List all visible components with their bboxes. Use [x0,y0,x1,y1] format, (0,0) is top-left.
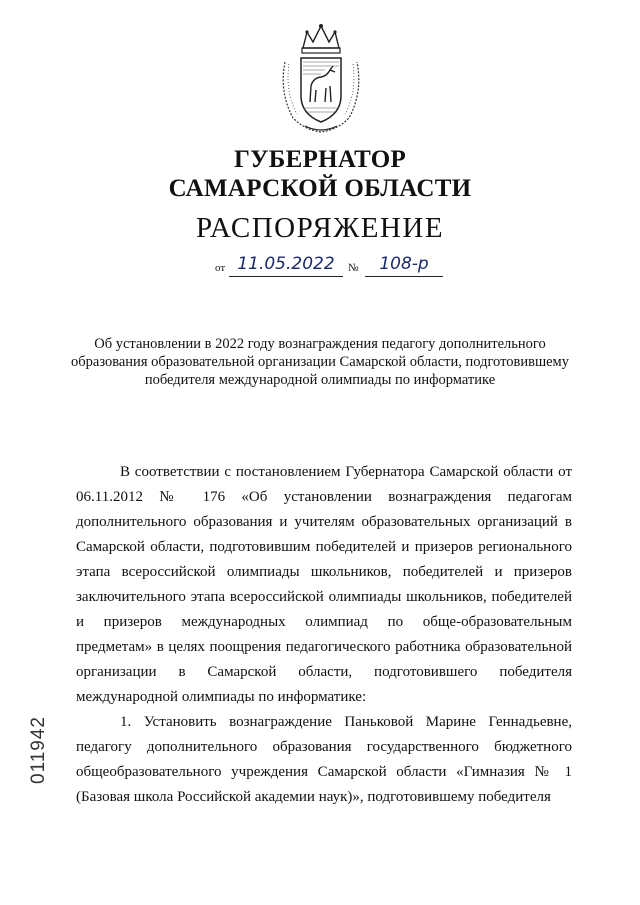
side-serial-number: 011942 [28,716,49,784]
date-number-line [215,254,445,278]
from-label: от [215,262,226,274]
document-body [76,460,572,810]
body-paragraph: В соответствии с постановлением Губернатора Самарской области от 06.11.2012 № 176 «Об установлении вознаграждения педагогам дополнительного образования и учителям образовательных организаций в Самарской области, подготовившим победителей и призеров регионального этапа всероссийской олимпиады школьников, победителей и призеров заключительного этапа всероссийской олимпиады школьников, победителей и призеров международных олимпиад по обще-образовательным предметам» в целях поощрения педагогического работника образовательной организации в Самарской области, подготовившего победителя международной олимпиады по информатике: [76,464,572,705]
coat-of-arms-icon [275,22,367,134]
issuer-title-line1: ГУБЕРНАТОР [233,146,407,173]
number-label: № [348,262,359,274]
document-subject: Об установлении в 2022 году вознаграждения педагогу дополнительного образования образовательной организации Самарской области, подготовившему победителя международной олимпиады по информатике [71,336,569,388]
document-type: РАСПОРЯЖЕНИЕ [195,212,445,244]
document-date: 11.05.2022 [229,254,343,277]
body-paragraph: 1. Установить вознаграждение Паньковой Марине Геннадьевне, педагогу дополнительного образования государственного бюджетного общеобразовательного учреждения Самарской области «Гимназия № 1 (Базовая школа Российской академии наук)», подготовившему победителя [76,714,572,805]
document-number: 108-р [365,254,443,277]
issuer-title-line2: САМАРСКОЙ ОБЛАСТИ [168,175,472,202]
